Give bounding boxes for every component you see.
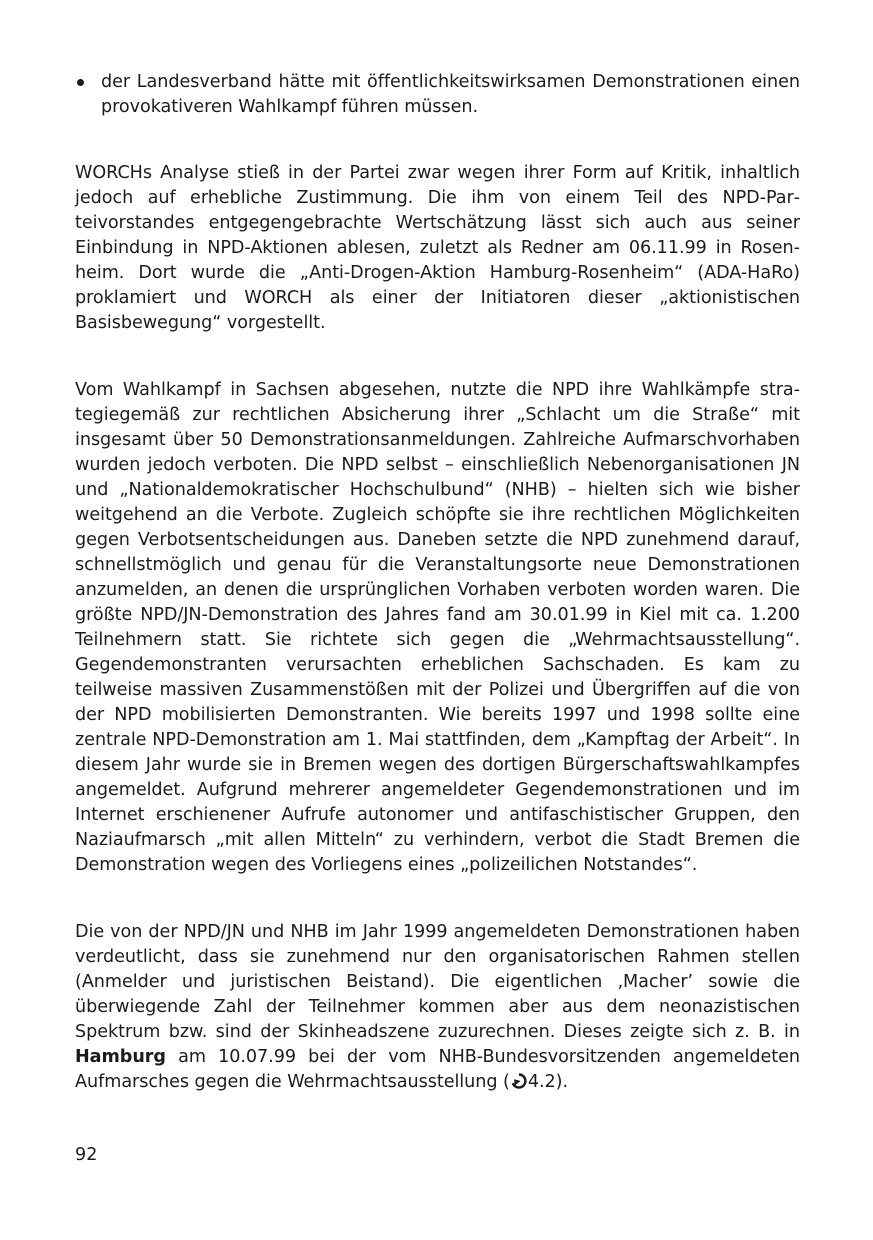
paragraph-election-campaign: Vom Wahlkampf in Sachsen abgesehen, nutzte die NPD ihre Wahlkämpfe strategiegemäß zur rechtlichen Absicherung ihrer „Schlacht um die Straße“ mit insgesamt über 50 Demonstrationsanmeldungen. Zahlreiche Aufmarschvorhaben wurden jedoch verboten. Die NPD selbst – einschließlich Nebenorganisationen JN und „Nationaldemokratischer Hochschulbund“ (NHB) – hielten sich wie bisher weitgehend an die Verbote. Zugleich schöpfte sie ihre rechtlichen Möglichkeiten gegen Verbotsentscheidungen aus. Daneben setzte die NPD zunehmend darauf, schnellstmöglich und genau für die Veranstaltungsorte neue Demonstrationen anzumelden, an denen die ursprünglichen Vorhaben verboten worden waren. Die größte NPD/JN-Demonstration des Jahres fand am 30.01.99 in Kiel mit ca. 1.200 Teilnehmern statt. Sie richtete sich gegen die „Wehrmachtsausstellung“. Gegendemonstranten verursachten erheblichen Sachschaden. Es kam zu teilweise massiven Zusammenstößen mit der Polizei und Übergriffen auf die von der NPD mobilisierten Demonstranten. Wie bereits 1997 und 1998 sollte eine zentrale NPD-Demonstration am 1. Mai stattfinden, dem „Kampftag der Arbeit“. In diesem Jahr wurde sie in Bremen wegen des dortigen Bürgerschaftswahlkampfes angemeldet. Aufgrund mehrerer angemeldeter Gegendemonstrationen und im Internet erschienener Aufrufe autonomer und antifaschistischer Gruppen, den Naziaufmarsch „mit allen Mitteln“ zu verhindern, verbot die Stadt Bremen die Demonstration wegen des Vorliegens eines „polizeilichen Notstandes“. xyxy=(75,380,800,875)
bullet-item xyxy=(75,70,800,120)
paragraph-text: Die von der NPD/JN und NHB im Jahr 1999 angemeldeten Demonstrationen haben verdeutlicht, dass sie zunehmend nur den organisatorischen Rahmen stellen (Anmelder und juristischen Beistand). Die eigentlichen ‚Macher’ sowie die überwiegende Zahl der Teilnehmer kommen aber aus dem neonazistischen Spektrum bzw. sind der Skinheadszene zuzurechnen. Dieses zeigte sich z. B. in xyxy=(75,922,800,1042)
paragraph-text: am 10.07.99 bei der vom NHB-Bundesvorsitzenden angemeldeten Aufmarsches gegen die Wehrmachtsausstellung ( xyxy=(75,1047,800,1092)
bold-place-name: Hamburg xyxy=(75,1047,166,1067)
bullet-list xyxy=(75,70,800,120)
page-content xyxy=(75,70,800,1095)
cross-reference: 4.2 xyxy=(527,1072,556,1092)
paragraph-demonstrations xyxy=(75,920,800,1095)
bullet-text: der Landesverband hätte mit öffentlichkeitswirksamen Demonstrationen einen provokativeren Wahlkampf führen müssen. xyxy=(101,72,800,117)
page-number: 92 xyxy=(75,1145,98,1165)
paragraph-text: ). xyxy=(555,1072,569,1092)
paragraph-worch-analysis: WORCHs Analyse stieß in der Partei zwar wegen ihrer Form auf Kritik, inhaltlich jedoch auf erhebliche Zustimmung. Die ihm von einem Teil des NPD-Parteivorstandes entgegengebrachte Wertschätzung lässt sich auch aus seiner Einbindung in NPD-Aktionen ablesen, zuletzt als Redner am 06.11.99 in Rosenheim. Dort wurde die „Anti-Drogen-Aktion Hamburg-Rosenheim“ (ADA-HaRo) proklamiert und WORCH als einer der Initiatoren dieser „aktionistischen Basisbewegung“ vorgestellt. xyxy=(75,163,800,333)
bullet-dot xyxy=(77,79,84,86)
cross-reference-arrow-icon xyxy=(510,1073,528,1089)
